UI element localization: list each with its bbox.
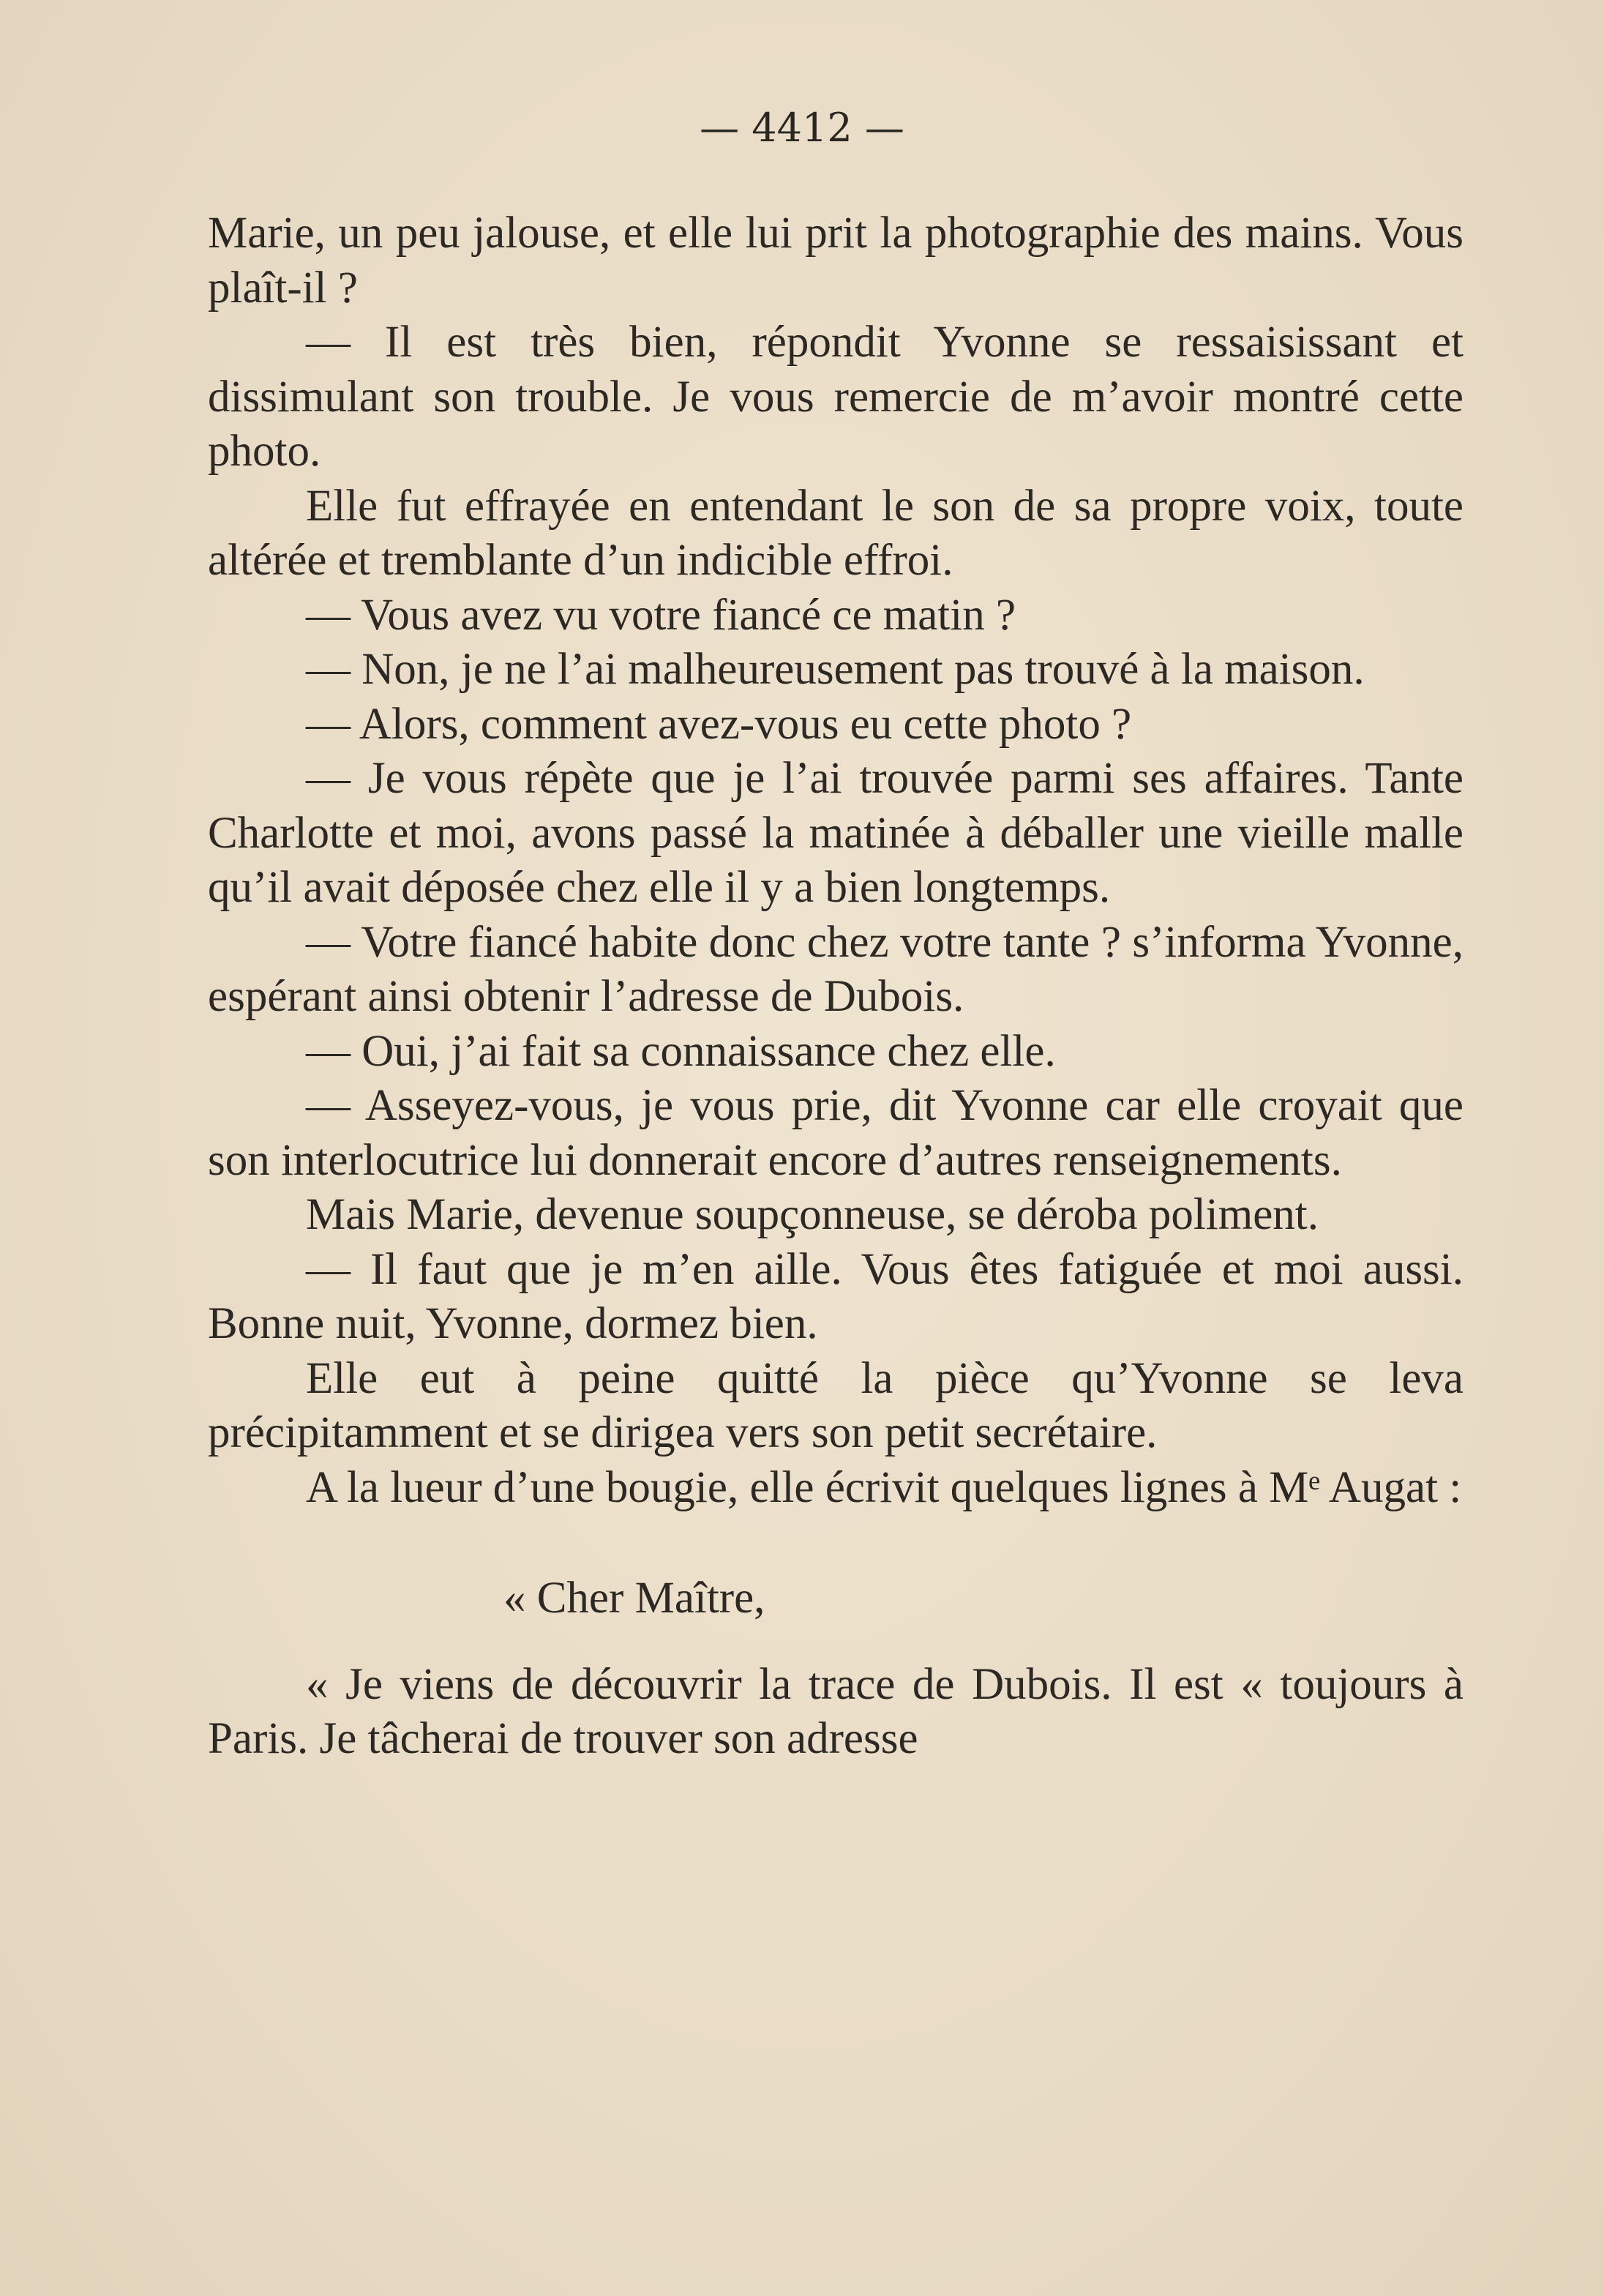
paragraph-13: Elle eut à peine quitté la pièce qu’Yvonne se leva précipitamment et se dirigea vers son petit secrétaire. (208, 1353, 1464, 1457)
paragraph-11: Mais Marie, devenue soupçonneuse, se déroba poliment. (306, 1190, 1319, 1239)
paragraph-9: — Oui, j’ai fait sa connaissance chez elle. (306, 1026, 1056, 1076)
body-text (208, 206, 1464, 1767)
paragraph-14: A la lueur d’une bougie, elle écrivit quelques lignes à Mᵉ Augat : (306, 1462, 1462, 1512)
paragraph-10: — Asseyez-vous, je vous prie, dit Yvonne car elle croyait que son interlocutrice lui donnerait encore d’autres renseignements. (208, 1081, 1464, 1185)
paragraph-1: Marie, un peu jalouse, et elle lui prit la photographie des mains. Vous plaît-il ? (208, 209, 1464, 313)
paragraph-4: — Vous avez vu votre fiancé ce matin ? (306, 590, 1016, 640)
paragraph-2: — Il est très bien, répondit Yvonne se ressaisissant et dissimulant son trouble. Je vous remercie de m’avoir montré cette photo. (208, 318, 1464, 476)
paragraph-12: — Il faut que je m’en aille. Vous êtes fatiguée et moi aussi. Bonne nuit, Yvonne, dormez bien. (208, 1244, 1464, 1348)
letter-salutation: « Cher Maître, (503, 1574, 765, 1623)
paragraph-3: Elle fut effrayée en entendant le son de sa propre voix, toute altérée et tremblante d’un indicible effroi. (208, 481, 1464, 585)
page-number: — 4412 — (700, 105, 904, 151)
paragraph-7: — Je vous répète que je l’ai trouvée parmi ses affaires. Tante Charlotte et moi, avons passé la matinée à déballer une vieille malle qu’il avait déposée chez elle il y a bien longtemps. (208, 754, 1464, 912)
paragraph-6: — Alors, comment avez-vous eu cette photo ? (306, 699, 1132, 749)
letter-body: « Je viens de découvrir la trace de Dubois. Il est « toujours à Paris. Je tâcherai de trouver son adresse (208, 1659, 1464, 1763)
paragraph-5: — Non, je ne l’ai malheureusement pas trouvé à la maison. (306, 645, 1365, 694)
paragraph-8: — Votre fiancé habite donc chez votre tante ? s’informa Yvonne, espérant ainsi obtenir l’adresse de Dubois. (208, 917, 1464, 1021)
